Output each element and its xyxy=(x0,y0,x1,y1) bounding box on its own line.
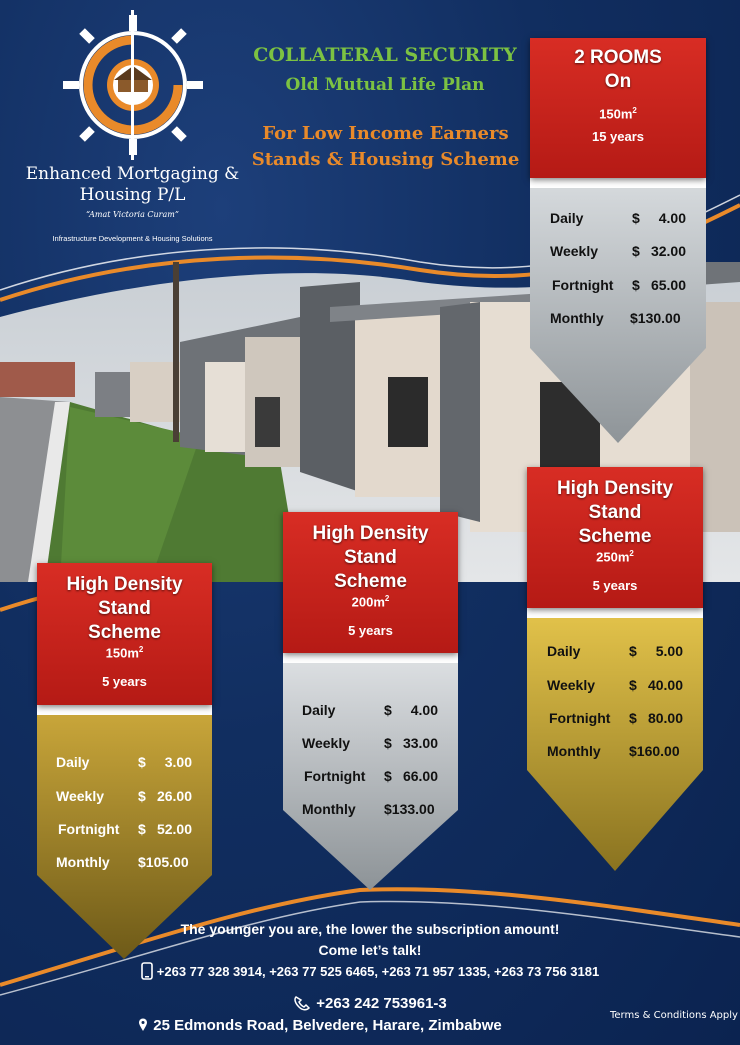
card-size-unit: 2 xyxy=(138,645,144,654)
brand-name-line2: Housing P/L xyxy=(79,185,186,205)
row-label: Monthly xyxy=(547,743,601,759)
headline-low-income: For Low Income Earners xyxy=(262,123,509,144)
landline-number: +263 242 753961-3 xyxy=(316,995,447,1012)
row-currency: $ xyxy=(632,277,640,293)
footer-slogan: The younger you are, the lower the subscription amount! xyxy=(180,921,560,937)
row-amount: $133.00 xyxy=(384,801,435,817)
brand-motto: “Amat Victoria Curam” xyxy=(86,210,179,219)
card-divider xyxy=(37,705,212,715)
row-amount: 32.00 xyxy=(650,243,686,259)
row-currency: $ xyxy=(629,677,637,693)
row-label: Daily xyxy=(56,754,90,770)
row-label: Daily xyxy=(547,643,581,659)
row-amount: 3.00 xyxy=(164,754,192,770)
row-label: Fortnight xyxy=(549,710,611,726)
card-title-line3: Scheme xyxy=(334,571,407,592)
card-title-line2: Stand xyxy=(98,598,151,619)
headline-stands-housing: Stands & Housing Scheme xyxy=(251,149,520,170)
card-term: 5 years xyxy=(102,674,147,690)
row-label: Daily xyxy=(302,702,336,718)
row-currency: $ xyxy=(632,210,640,226)
row-label: Daily xyxy=(550,210,584,226)
card-title-line2: Stand xyxy=(344,547,397,568)
row-currency: $ xyxy=(384,702,392,718)
headline-life-plan: Old Mutual Life Plan xyxy=(285,75,485,95)
row-label: Weekly xyxy=(550,243,598,259)
row-currency: $ xyxy=(384,735,392,751)
row-currency: $ xyxy=(632,243,640,259)
card-size-value: 150m xyxy=(599,106,633,122)
card-header xyxy=(527,467,703,608)
headline-collateral: COLLATERAL SECURITY xyxy=(253,44,517,66)
row-amount: 33.00 xyxy=(402,735,438,751)
card-size xyxy=(37,645,212,660)
footer-cta: Come let’s talk! xyxy=(318,942,422,958)
row-amount: 65.00 xyxy=(650,277,686,293)
row-label: Fortnight xyxy=(552,277,614,293)
card-term: 5 years xyxy=(592,578,638,594)
card-size xyxy=(530,106,706,121)
card-size-value: 150m xyxy=(105,645,139,661)
address-text: 25 Edmonds Road, Belvedere, Harare, Zimbabwe xyxy=(153,1017,502,1034)
row-currency: $ xyxy=(384,768,392,784)
row-amount: $105.00 xyxy=(138,854,189,870)
card-term: 15 years xyxy=(591,129,645,145)
footer-mobiles xyxy=(0,962,740,980)
brand-name xyxy=(20,164,245,206)
gear-logo-icon xyxy=(58,10,208,160)
card-size-unit: 2 xyxy=(632,106,637,115)
card-title-line3: Scheme xyxy=(578,526,652,547)
terms-conditions: Terms & Conditions Apply xyxy=(610,1010,738,1021)
card-title: High Density xyxy=(556,478,674,499)
row-label: Weekly xyxy=(302,735,350,751)
card-size-unit: 2 xyxy=(629,549,634,558)
brand-name-line1: Enhanced Mortgaging & xyxy=(25,164,240,184)
card-header xyxy=(283,512,458,653)
row-amount: 40.00 xyxy=(647,677,683,693)
card-header xyxy=(37,563,212,705)
card-title-line2: On xyxy=(604,71,632,92)
row-currency: $ xyxy=(629,710,637,726)
row-label: Monthly xyxy=(302,801,356,817)
location-pin-icon xyxy=(138,1018,148,1032)
row-currency: $ xyxy=(138,821,146,837)
card-size xyxy=(527,549,703,564)
row-amount: $130.00 xyxy=(630,310,681,326)
mobile-numbers: +263 77 328 3914, +263 77 525 6465, +263 71 957 1335, +263 73 756 3181 xyxy=(156,964,600,979)
headline-scheme xyxy=(248,121,523,173)
row-label: Monthly xyxy=(550,310,604,326)
row-amount: 26.00 xyxy=(156,788,192,804)
card-title-line3: Scheme xyxy=(88,622,161,643)
row-amount: $160.00 xyxy=(629,743,680,759)
card-size-value: 250m xyxy=(596,549,630,565)
card-header xyxy=(530,38,706,178)
card-size xyxy=(283,594,458,609)
row-label: Monthly xyxy=(56,854,110,870)
brand-tagline: Infrastructure Development & Housing Solutions xyxy=(52,234,213,243)
card-size-value: 200m xyxy=(351,594,385,610)
card-title: 2 ROOMS xyxy=(574,47,662,68)
telephone-icon xyxy=(293,995,311,1011)
card-size-unit: 2 xyxy=(384,594,390,603)
row-amount: 66.00 xyxy=(402,768,438,784)
row-label: Weekly xyxy=(56,788,104,804)
row-amount: 4.00 xyxy=(410,702,438,718)
row-amount: 4.00 xyxy=(658,210,686,226)
row-currency: $ xyxy=(138,754,146,770)
row-label: Fortnight xyxy=(58,821,120,837)
card-title-line2: Stand xyxy=(588,502,642,523)
card-title: High Density xyxy=(312,523,429,544)
row-label: Fortnight xyxy=(304,768,366,784)
row-amount: 80.00 xyxy=(647,710,683,726)
row-amount: 52.00 xyxy=(156,821,192,837)
footer-address xyxy=(0,1017,690,1034)
mobile-phone-icon xyxy=(141,962,153,980)
card-title: High Density xyxy=(66,574,183,595)
row-label: Weekly xyxy=(547,677,595,693)
card-term: 5 years xyxy=(348,623,393,639)
row-amount: 5.00 xyxy=(655,643,683,659)
row-currency: $ xyxy=(138,788,146,804)
card-divider xyxy=(527,608,703,618)
card-divider xyxy=(530,178,706,188)
row-currency: $ xyxy=(629,643,637,659)
card-divider xyxy=(283,653,458,663)
